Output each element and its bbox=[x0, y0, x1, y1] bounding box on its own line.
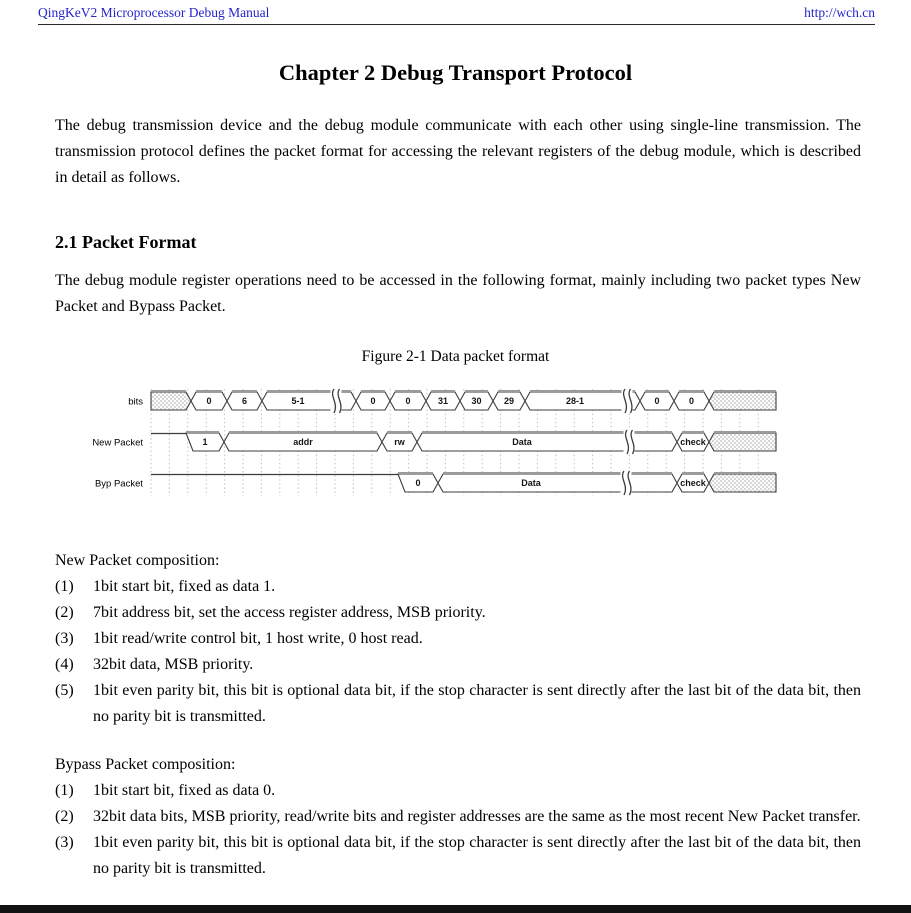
svg-text:check: check bbox=[680, 437, 706, 448]
svg-text:0: 0 bbox=[206, 396, 212, 407]
window-bottom-edge bbox=[0, 905, 911, 913]
header-url-link[interactable]: http://wch.cn bbox=[804, 5, 875, 20]
svg-text:5-1: 5-1 bbox=[291, 396, 305, 407]
svg-text:Data: Data bbox=[512, 437, 532, 448]
list-item-number: (1) bbox=[55, 578, 74, 595]
svg-text:bits: bits bbox=[128, 396, 143, 408]
list-item-number: (3) bbox=[55, 630, 74, 647]
svg-text:1: 1 bbox=[202, 437, 208, 448]
svg-text:New Packet: New Packet bbox=[92, 437, 143, 449]
svg-text:addr: addr bbox=[293, 437, 313, 448]
list-item-number: (4) bbox=[55, 656, 74, 673]
list-item-text: 1bit start bit, fixed as data 0. bbox=[93, 782, 276, 799]
bypass-packet-composition-title: Bypass Packet composition: bbox=[55, 756, 236, 773]
list-item bbox=[55, 678, 861, 730]
packet-format-diagram bbox=[36, 386, 911, 498]
svg-text:0: 0 bbox=[688, 396, 695, 407]
svg-text:31: 31 bbox=[437, 396, 449, 407]
new-packet-composition-title: New Packet composition: bbox=[55, 552, 220, 569]
list-item-number: (2) bbox=[55, 604, 74, 621]
intro-paragraph: The debug transmission device and the debug module communicate with each other using single-line transmission. The transmission protocol defines the packet format for accessing the relevant registers of the debug module, which is described in detail as follows. bbox=[55, 117, 861, 186]
list-item-text: 7bit address bit, set the access register address, MSB priority. bbox=[93, 604, 486, 621]
svg-text:check: check bbox=[680, 478, 706, 489]
list-item bbox=[55, 652, 861, 678]
svg-text:28-1: 28-1 bbox=[565, 396, 585, 407]
list-item bbox=[55, 574, 861, 600]
page-header bbox=[38, 0, 875, 25]
waveform-diagram-svg bbox=[36, 386, 796, 498]
svg-text:Byp Packet: Byp Packet bbox=[94, 478, 143, 490]
figure-caption: Figure 2-1 Data packet format bbox=[361, 348, 550, 365]
list-item bbox=[55, 626, 861, 652]
list-item-number: (1) bbox=[55, 782, 74, 799]
svg-text:30: 30 bbox=[471, 396, 482, 407]
list-item bbox=[55, 600, 861, 626]
list-item-text: 1bit even parity bit, this bit is optional data bit, if the stop character is sent directly after the last bit of the data bit, then no parity bit is transmitted. bbox=[93, 834, 861, 877]
svg-text:0: 0 bbox=[405, 396, 411, 407]
svg-text:rw: rw bbox=[394, 437, 405, 448]
section-paragraph: The debug module register operations need to be accessed in the following format, mainly including two packet types New Packet and Bypass Packet. bbox=[55, 272, 861, 315]
list-item-number: (2) bbox=[55, 808, 74, 825]
svg-text:29: 29 bbox=[503, 396, 515, 407]
list-item-number: (5) bbox=[55, 682, 74, 699]
list-item-text: 32bit data, MSB priority. bbox=[93, 656, 254, 673]
list-item-number: (3) bbox=[55, 834, 74, 851]
svg-text:0: 0 bbox=[370, 396, 376, 407]
list-item-text: 32bit data bits, MSB priority, read/write bits and register addresses are the same as the most recent New Packet transfer. bbox=[93, 808, 861, 825]
svg-text:0: 0 bbox=[415, 478, 421, 489]
list-item bbox=[55, 804, 861, 830]
list-item bbox=[55, 830, 861, 882]
section-heading: 2.1 Packet Format bbox=[55, 232, 197, 252]
list-item-text: 1bit even parity bit, this bit is optional data bit, if the stop character is sent directly after the last bit of the data bit, then no parity bit is transmitted. bbox=[93, 682, 861, 725]
svg-text:6: 6 bbox=[241, 396, 248, 407]
page-title: Chapter 2 Debug Transport Protocol bbox=[278, 60, 633, 85]
svg-text:0: 0 bbox=[654, 396, 660, 407]
svg-text:Data: Data bbox=[521, 478, 541, 489]
list-item bbox=[55, 778, 861, 804]
list-item-text: 1bit start bit, fixed as data 1. bbox=[93, 578, 276, 595]
header-manual-title: QingKeV2 Microprocessor Debug Manual bbox=[38, 5, 270, 20]
list-item-text: 1bit read/write control bit, 1 host write, 0 host read. bbox=[93, 630, 423, 647]
